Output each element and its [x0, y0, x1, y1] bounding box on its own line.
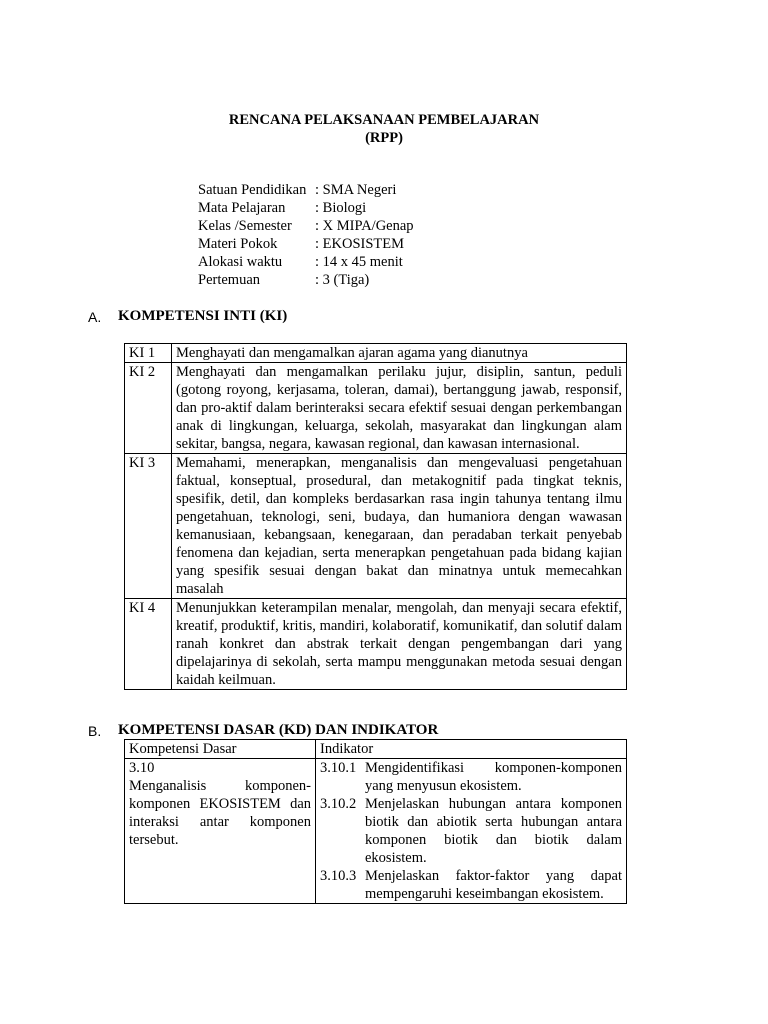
identity-label: Alokasi waktu	[198, 254, 283, 270]
ki-text: Menunjukkan keterampilan menalar, mengolah, dan menyaji secara efektif, kreatif, produktif, kritis, mandiri, kolaboratif, komunikatif, dan solutif dalam ranah konkret dan abstrak terkait dengan pengembangan dari yang dipelajarinya di sekolah, serta mampu menggunakan metoda sesuai dengan kaidah keilmuan.	[172, 599, 627, 690]
indicator-item	[320, 759, 622, 795]
table-row	[125, 759, 627, 904]
section-a-marker: A.	[88, 309, 102, 325]
ki-code: KI 4	[125, 599, 172, 690]
section-b-marker: B.	[88, 723, 102, 739]
ki-code: KI 2	[125, 363, 172, 454]
identity-row	[198, 253, 414, 271]
ki-text: Menghayati dan mengamalkan ajaran agama yang dianutnya	[172, 344, 627, 363]
indicator-code: 3.10.3	[320, 868, 357, 884]
table-row	[125, 363, 627, 454]
indicator-item	[320, 867, 622, 903]
identity-row	[198, 199, 414, 217]
identity-row	[198, 181, 414, 199]
indicator-item	[320, 795, 622, 867]
table-row	[125, 454, 627, 599]
identity-value: : SMA Negeri	[315, 182, 397, 198]
kd-code: 3.10	[129, 760, 155, 776]
identity-value: : 3 (Tiga)	[315, 272, 370, 288]
section-b-title: KOMPETENSI DASAR (KD) DAN INDIKATOR	[118, 722, 439, 738]
indicator-text: Menjelaskan hubungan antara komponen biotik dan abiotik serta hubungan antara komponen biotik dan biotik dalam ekosistem.	[365, 796, 622, 866]
ki-code: KI 1	[125, 344, 172, 363]
identity-value: : X MIPA/Genap	[315, 218, 414, 234]
identity-label: Satuan Pendidikan	[198, 182, 307, 198]
document-subtitle: (RPP)	[365, 130, 403, 146]
indicator-header: Indikator	[316, 740, 627, 759]
identity-label: Kelas /Semester	[198, 218, 292, 234]
identity-label: Mata Pelajaran	[198, 200, 286, 216]
section-a-title: KOMPETENSI INTI (KI)	[118, 308, 288, 324]
identity-value: : EKOSISTEM	[315, 236, 405, 252]
ki-code: KI 3	[125, 454, 172, 599]
table-row	[125, 599, 627, 690]
document-title: RENCANA PELAKSANAAN PEMBELAJARAN	[228, 112, 540, 128]
indicator-text: Mengidentifikasi komponen-komponen yang menyusun ekosistem.	[365, 760, 622, 794]
identity-value: : 14 x 45 menit	[315, 254, 403, 270]
indicator-code: 3.10.2	[320, 796, 357, 812]
kd-table	[124, 739, 627, 904]
identity-value: : Biologi	[315, 200, 367, 216]
ki-text: Menghayati dan mengamalkan perilaku jujur, disiplin, santun, peduli (gotong royong, kerjasama, toleran, damai), bertanggung jawab, responsif, dan pro-aktif dalam berinteraksi secara efektif sesuai dengan perkembangan anak di lingkungan, keluarga, sekolah, masyarakat dan lingkungan alam sekitar, bangsa, negara, kawasan regional, dan kawasan internasional.	[172, 363, 627, 454]
identity-row	[198, 217, 414, 235]
identity-row	[198, 271, 414, 289]
ki-text: Memahami, menerapkan, menganalisis dan mengevaluasi pengetahuan faktual, konseptual, prosedural, dan metakognitif pada tingkat teknis, spesifik, detil, dan kompleks berdasarkan rasa ingin tahunya tentang ilmu pengetahuan, teknologi, seni, budaya, dan humaniora dengan wawasan kemanusiaan, kebangsaan, kenegaraan, dan peradaban terkait penyebab fenomena dan kejadian, serta menerapkan pengetahuan pada bidang kajian yang spesifik sesuai dengan bakat dan minatnya untuk memecahkan masalah	[172, 454, 627, 599]
identity-label: Materi Pokok	[198, 236, 278, 252]
kd-cell	[125, 759, 316, 904]
kd-text: Menganalisis komponen-komponen EKOSISTEM dan interaksi antar komponen tersebut.	[129, 778, 311, 848]
identity-row	[198, 235, 414, 253]
section-b-heading	[88, 722, 439, 739]
table-header-row	[125, 740, 627, 759]
indicator-text: Menjelaskan faktor-faktor yang dapat mempengaruhi keseimbangan ekosistem.	[365, 868, 622, 902]
indicator-cell	[316, 759, 627, 904]
indicator-code: 3.10.1	[320, 760, 357, 776]
identity-label: Pertemuan	[198, 272, 261, 288]
kd-header: Kompetensi Dasar	[125, 740, 316, 759]
identity-block	[198, 181, 414, 289]
table-row	[125, 344, 627, 363]
section-a-heading	[88, 308, 288, 325]
ki-table	[124, 343, 627, 690]
